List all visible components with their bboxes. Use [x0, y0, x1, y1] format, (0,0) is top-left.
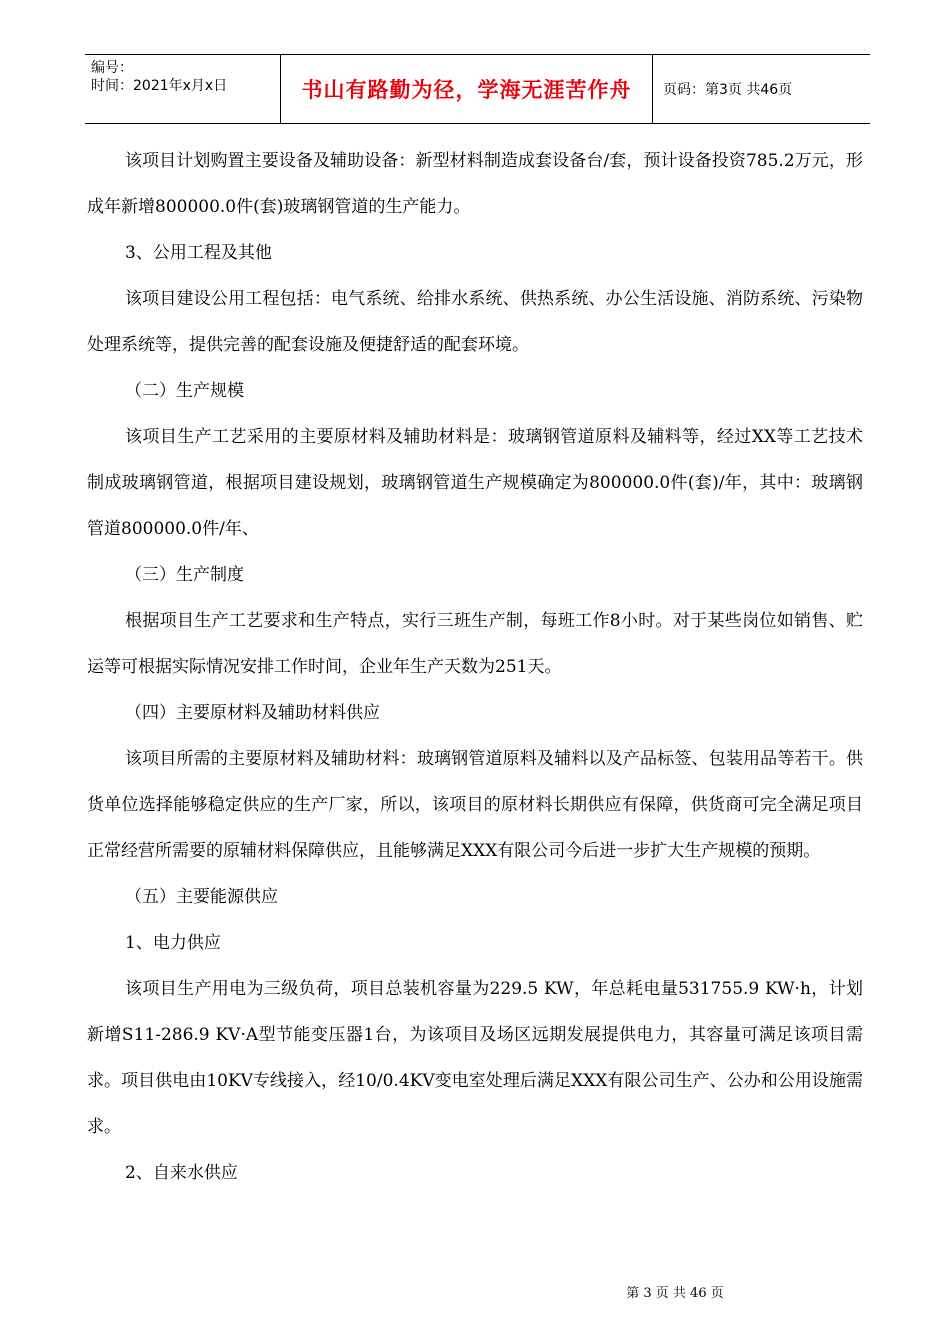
heading-production-system: （三）生产制度: [125, 565, 244, 585]
paragraph-production-system: 根据项目生产工艺要求和生产特点，实行三班生产制，每班工作8小时。对于某些岗位如销售、贮运等可根据实际情况安排工作时间，企业年生产天数为251天。: [87, 611, 863, 677]
heading-public-works: 3、公用工程及其他: [125, 243, 272, 263]
header-meta: [85, 55, 281, 123]
page-footer: [0, 1282, 950, 1301]
paragraph-public-works: 该项目建设公用工程包括：电气系统、给排水系统、供热系统、办公生活设施、消防系统、污染物处理系统等，提供完善的配套设施及便捷舒适的配套环境。: [87, 289, 863, 355]
heading-water-supply: 2、自来水供应: [125, 1163, 238, 1183]
heading-production-scale: （二）生产规模: [125, 381, 244, 401]
document-time-label: 时间：2021年x月x日: [91, 78, 228, 94]
paragraph-materials-supply: 该项目所需的主要原材料及辅助材料：玻璃钢管道原料及辅料以及产品标签、包装用品等若干。供货单位选择能够稳定供应的生产厂家，所以，该项目的原材料长期供应有保障，供货商可完全满足项目正常经营所需要的原辅材料保障供应，且能够满足XXX有限公司今后进一步扩大生产规模的预期。: [87, 749, 863, 861]
heading-power-supply: 1、电力供应: [125, 933, 221, 953]
header-page-info: 页码：第3页 共46页: [663, 82, 793, 98]
paragraph-equipment: 该项目计划购置主要设备及辅助设备：新型材料制造成套设备台/套，预计设备投资785.2万元，形成年新增800000.0件(套)玻璃钢管道的生产能力。: [87, 151, 863, 217]
document-number-label: 编号：: [91, 60, 133, 76]
paragraph-power-supply: 该项目生产用电为三级负荷，项目总装机容量为229.5 KW，年总耗电量531755.9 KW·h，计划新增S11-286.9 KV·A型节能变压器1台，为该项目及场区远期发展提供电力，其容量可满足该项目需求。项目供电由10KV专线接入，经10/0.4KV变电室处理后满足XXX有限公司生产、公办和公用设施需求。: [87, 979, 863, 1137]
heading-energy-supply: （五）主要能源供应: [125, 887, 278, 907]
heading-materials-supply: （四）主要原材料及辅助材料供应: [125, 703, 380, 723]
header-motto: 书山有路勤为径，学海无涯苦作舟: [281, 55, 653, 123]
document-body: [87, 138, 863, 1196]
page-header: [85, 54, 870, 124]
footer-page-number: 第 3 页 共 46 页: [626, 1286, 724, 1301]
paragraph-production-scale: 该项目生产工艺采用的主要原材料及辅助材料是：玻璃钢管道原料及辅料等，经过XX等工艺技术制成玻璃钢管道，根据项目建设规划，玻璃钢管道生产规模确定为800000.0件(套)/年，其中：玻璃钢管道800000.0件/年、: [87, 427, 863, 539]
